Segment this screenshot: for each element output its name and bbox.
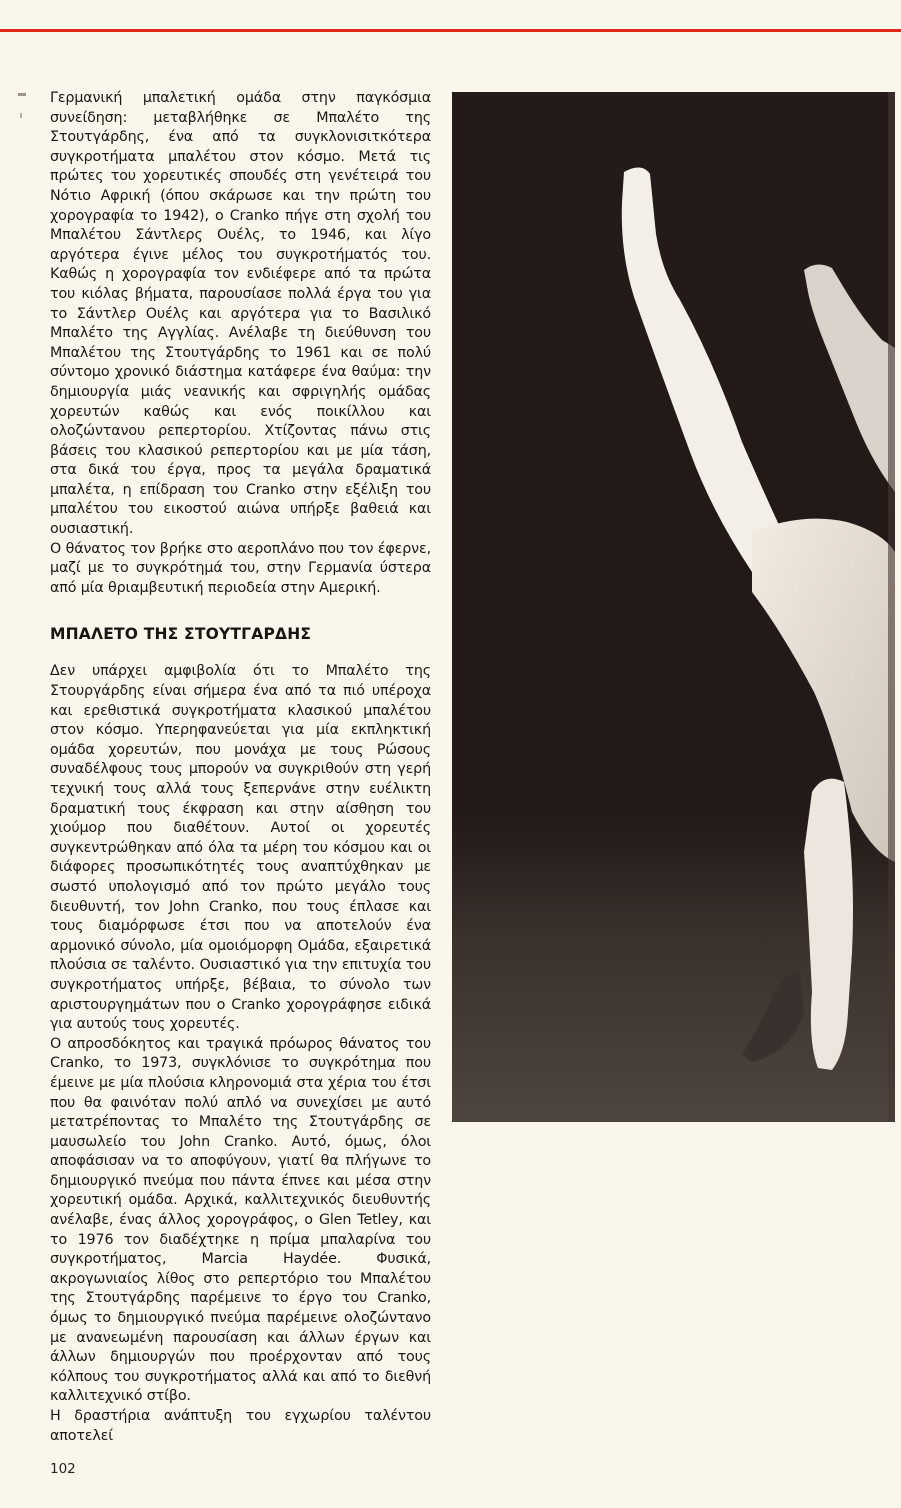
margin-mark [20,113,22,118]
ballet-photo-illustration [452,92,895,1122]
margin-mark [18,93,26,96]
supporting-leg [804,779,853,1070]
intro-text-column [50,89,431,598]
body-paragraph: Η δραστήρια ανάπτυξη του εγχωρίου ταλέντου αποτελεί [50,1408,431,1444]
body-paragraph: Ο θάνατος τον βρήκε στο αεροπλάνο που τον έφερνε, μαζί με το συγκρότημά του, στην Γερμανία ύστερα από μία θριαμβευτική περιοδεία στην Αμερική. [50,540,431,596]
page-number: 102 [50,1461,76,1478]
section-text-column [50,662,431,1446]
ballet-photo [452,92,895,1122]
body-paragraph: Δεν υπάρχει αμφιβολία ότι το Μπαλέτο της Στουργάρδης είναι σήμερα ένα από τα πιό υπέροχα και ερεθιστικά συγκροτήματα κλασικού μπαλέτου στον κόσμο. Υπερηφανεύεται για μία εκπληκτική ομάδα χορευτών, που μονάχα με τους Ρώσους συναδέλφους τους μπορούν να συγκριθούν στη γερή τεχνική τους αλλά τους ξεπερνάνε στην ευέλικτη δραματική τους έκφραση και στην αίσθηση του χιούμορ που διαθέτουν. Αυτοί οι χορευτές συγκεντρώθηκαν από όλα τα μέρη του κόσμου και οι διάφορες προσωπικότητές τους αναπτύχθηκαν με σωστό υπολογισμό από τον πρώτο μεγάλο τους διευθυντή, τον John Cranko, που τους έπλασε και τους διαμόρφωσε έτσι που να αποτελούν ένα αρμονικό σύνολο, μία ομοιόμορφη Ομάδα, εξαιρετικά πλούσια σε ταλέντο. Ουσιαστικό για την επιτυχία του συγκροτήματος υπήρξε, βέβαια, το σύνολο των αριστουργημάτων που ο Cranko χορογράφησε ειδικά για αυτούς τους χορευτές. [50,663,431,1033]
body-paragraph: Ο απροσδόκητος και τραγικά πρόωρος θάνατος του Cranko, το 1973, συγκλόνισε το συγκρότημα που έμεινε με μία πλούσια κληρονομιά στα χέρια του έτσι που θα φαινόταν πολύ απλό να συνεχίσει με αυτό μετατρέποντας το Μπαλέτο της Στουτγάρδης σε μαυσωλείο του John Cranko. Αυτό, όμως, όλοι αποφάσισαν να το αποφύγουν, γιατί θα πλήγωνε το δημιουργικό πνεύμα που πάντα έπνεε και μέσα στην χορευτική ομάδα. Αρχικά, καλλιτεχνικός διευθυντής ανέλαβε, ένας άλλος χορογράφος, ο Glen Tetley, και το 1976 τον διαδέχτηκε η πρίμα μπαλαρίνα του συγκροτήματος, Marcia Haydée. Φυσικά, ακρογωνιαίος λίθος στο ρεπερτόριο του Μπαλέτου της Στουτγάρδης παρέμεινε το έργο του Cranko, όμως το δημιουργικό πνεύμα παρέμεινε ολοζώντανο με ανανεωμένη παρουσίαση και άλλων έργων και άλλων δημιουργών που προέρχονταν από τους κόλπους του συγκροτήματος αλλά και από το διεθνή καλλιτεχνικό στίβο. [50,1035,431,1405]
body-paragraph: Γερμανική μπαλετική ομάδα στην παγκόσμια συνείδηση: μεταβλήθηκε σε Μπαλέτο της Στουτγάρδης, ένα από τα συγκλονισιτκότερα συγκροτήματα μπαλέτου στον κόσμο. Μετά τις πρώτες του χορευτικές σπουδές στη γενέτειρά του Νότιο Αφρική (όπου σκάρωσε και την πρώτη του χορογραφία το 1942), ο Cranko πήγε στη σχολή του Μπαλέτου Σάντλερς Ουέλς, το 1946, και λίγο αργότερα έγινε μέλος του συγκροτήματός του. Καθώς η χορογραφία τον ενδιέφερε από τα πρώτα του κιόλας βήματα, παρουσίασε πολλά έργα του για το Σάντλερ Ουέλς και αργότερα για το Βασιλικό Μπαλέτο της Αγγλίας. Ανέλαβε τη διεύθυνση του Μπαλέτου της Στουτγάρδης το 1961 και σε πολύ σύντομο χρονικό διάστημα κατάφερε ένα θαύμα: την δημιουργία μιάς νεανικής και σφριγηλής ομάδας χορευτών καθώς και ενός ποικίλλου και ολοζώντανου ρεπερτορίου. Χτίζοντας πάνω στις βάσεις του κλασικού ρεπερτορίου και με μία τάση, στα δικά του έργα, προς τα μεγάλα δραματικά μπαλέτα, η επίδραση του Cranko στην εξέλιξη του μπαλέτου του εικοστού αιώνα υπήρξε βαθειά και ουσιαστική. [50,90,431,538]
backdrop-edge [888,92,895,1122]
section-heading: ΜΠΑΛΕΤΟ ΤΗΣ ΣΤΟΥΤΓΑΡΔΗΣ [50,625,312,644]
left-text-column [50,0,431,1508]
